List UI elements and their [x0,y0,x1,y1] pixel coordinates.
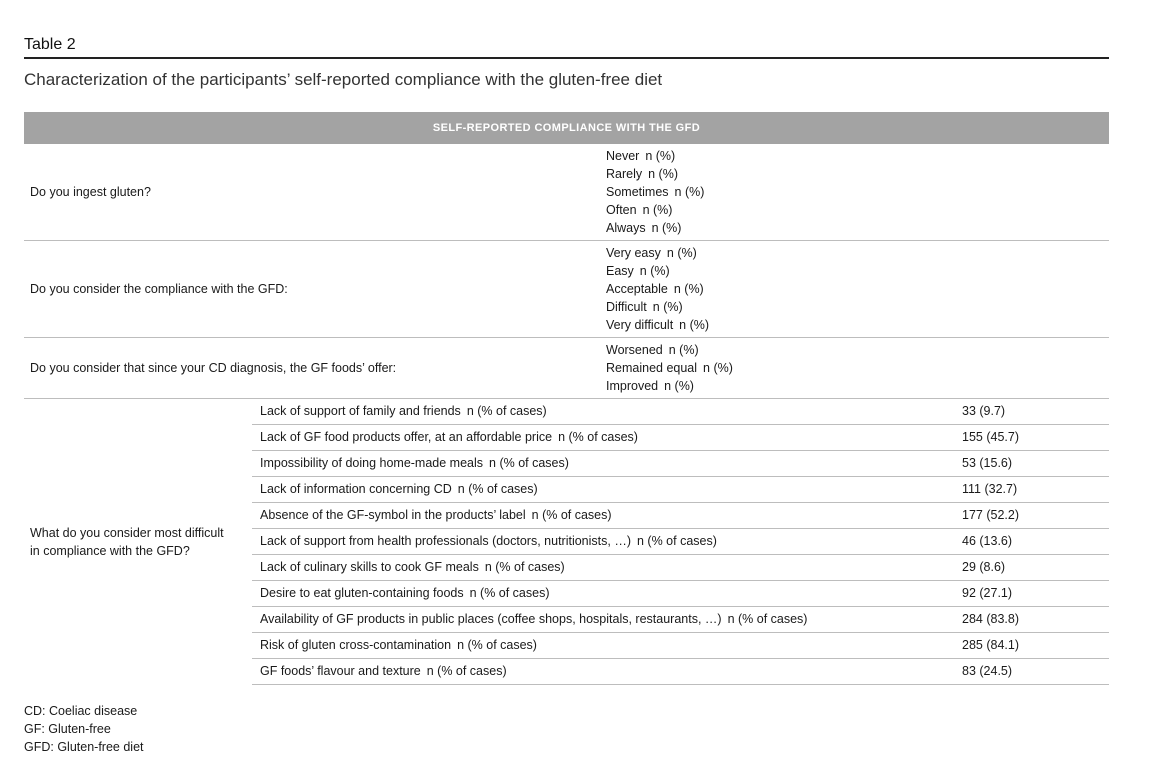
difficulty-label: Desire to eat gluten-containing foods [260,586,464,600]
answer-label: Difficult [606,300,647,314]
footnotes [24,702,144,756]
difficulty-value: 29 (8.6) [962,560,1006,574]
difficulty-unit: n (% of cases) [469,586,550,600]
difficulty-value: 46 (13.6) [962,534,1013,548]
answer-unit: n (%) [666,246,697,260]
difficulty-row [252,555,1109,581]
difficulty-row [252,633,1109,659]
answer-option-row [606,219,1109,237]
answer-option-row [606,262,1109,280]
difficulty-row [252,425,1109,451]
difficulty-value: 111 (32.7) [962,482,1018,496]
answer-unit: n (%) [639,264,670,278]
answer-options [606,144,1109,240]
answer-label: Remained equal [606,361,698,375]
answer-option-row [606,183,1109,201]
question-groups [24,144,1109,399]
answer-unit: n (%) [645,149,676,163]
answer-option-row [606,316,1109,334]
difficulty-unit: n (% of cases) [637,534,717,548]
question-text: Do you consider the compliance with the GFD: [30,282,288,296]
answer-option-row [606,377,1109,395]
difficulty-label: Impossibility of doing home-made meals [260,456,484,470]
answer-unit: n (%) [668,343,699,357]
difficulty-unit: n (% of cases) [727,612,808,626]
answer-label: Worsened [606,343,663,357]
answer-label: Never [606,149,640,163]
answer-unit: n (%) [664,379,694,393]
difficulty-unit: n (% of cases) [558,430,638,444]
difficulty-unit: n (% of cases) [457,638,537,652]
answer-option-row [606,280,1109,298]
difficulty-unit: n (% of cases) [531,508,612,522]
answer-option-row [606,244,1109,262]
footnote: GFD: Gluten-free diet [24,740,144,754]
difficulty-label: Risk of gluten cross-contamination [260,638,452,652]
answer-options [606,241,1109,337]
difficulty-value: 284 (83.8) [962,612,1019,626]
answer-options [606,338,1109,398]
question-group [24,144,1109,241]
answer-label: Always [606,221,646,235]
answer-option-row [606,341,1109,359]
answer-option-row [606,165,1109,183]
answer-label: Acceptable [606,282,668,296]
difficulty-value: 285 (84.1) [962,638,1019,652]
answer-label: Improved [606,379,659,393]
answer-option-row [606,298,1109,316]
difficulty-label: GF foods’ flavour and texture [260,664,421,678]
question-group [24,338,1109,399]
difficulty-row [252,607,1109,633]
table-band-header: SELF-REPORTED COMPLIANCE WITH THE GFD [24,112,1109,144]
answer-option-row [606,359,1109,377]
difficulty-row [252,451,1109,477]
answer-unit: n (%) [673,282,704,296]
answer-label: Sometimes [606,185,669,199]
compliance-table [24,112,1109,685]
difficulty-value: 177 (52.2) [962,508,1019,522]
difficulty-label: Lack of support from health professionals (doctors, nutritionists, …) [260,534,631,548]
difficulty-unit: n (% of cases) [426,664,507,678]
answer-label: Often [606,203,637,217]
difficulty-value: 83 (24.5) [962,664,1013,678]
footnote: CD: Coeliac disease [24,704,138,718]
difficulty-value: 53 (15.6) [962,456,1013,470]
answer-label: Very easy [606,246,661,260]
question-group [24,241,1109,338]
difficulty-label: Availability of GF products in public places (coffee shops, hospitals, restaurants, …) [260,612,722,626]
answer-unit: n (%) [652,300,683,314]
answer-unit: n (%) [651,221,682,235]
difficulty-label: Lack of culinary skills to cook GF meals [260,560,479,574]
difficulties-question [30,524,258,560]
difficulties-rows [252,399,1109,685]
difficulty-value: 33 (9.7) [962,404,1006,418]
difficulty-unit: n (% of cases) [466,404,547,418]
difficulty-row [252,477,1109,503]
difficulty-label: Lack of GF food products offer, at an affordable price [260,430,553,444]
answer-unit: n (%) [679,318,710,332]
difficulty-unit: n (% of cases) [489,456,569,470]
footnote: GF: Gluten-free [24,722,111,736]
difficulty-value: 92 (27.1) [962,586,1013,600]
difficulty-row [252,399,1109,425]
answer-unit: n (%) [648,167,678,181]
question-text: Do you consider that since your CD diagnosis, the GF foods’ offer: [30,361,397,375]
difficulties-question-line2: in compliance with the GFD? [30,544,190,558]
difficulty-row [252,503,1109,529]
answer-unit: n (%) [642,203,673,217]
answer-unit: n (%) [703,361,733,375]
difficulty-row [252,529,1109,555]
answer-label: Rarely [606,167,643,181]
answer-option-row [606,201,1109,219]
difficulty-unit: n (% of cases) [457,482,538,496]
difficulties-question-line1: What do you consider most difficult [30,526,224,540]
difficulty-row [252,659,1109,685]
answer-label: Very difficult [606,318,674,332]
difficulty-row [252,581,1109,607]
question-text: Do you ingest gluten? [30,185,151,199]
table-caption: Characterization of the participants’ self-reported compliance with the gluten-free diet [24,70,663,89]
answer-option-row [606,147,1109,165]
difficulty-unit: n (% of cases) [484,560,565,574]
difficulty-label: Lack of support of family and friends [260,404,461,418]
answer-label: Easy [606,264,634,278]
answer-unit: n (%) [674,185,705,199]
title-rule [24,57,1109,59]
difficulty-label: Absence of the GF-symbol in the products’ label [260,508,526,522]
difficulty-label: Lack of information concerning CD [260,482,452,496]
difficulties-section [24,399,1109,685]
table-label: Table 2 [24,36,76,53]
difficulty-value: 155 (45.7) [962,430,1019,444]
